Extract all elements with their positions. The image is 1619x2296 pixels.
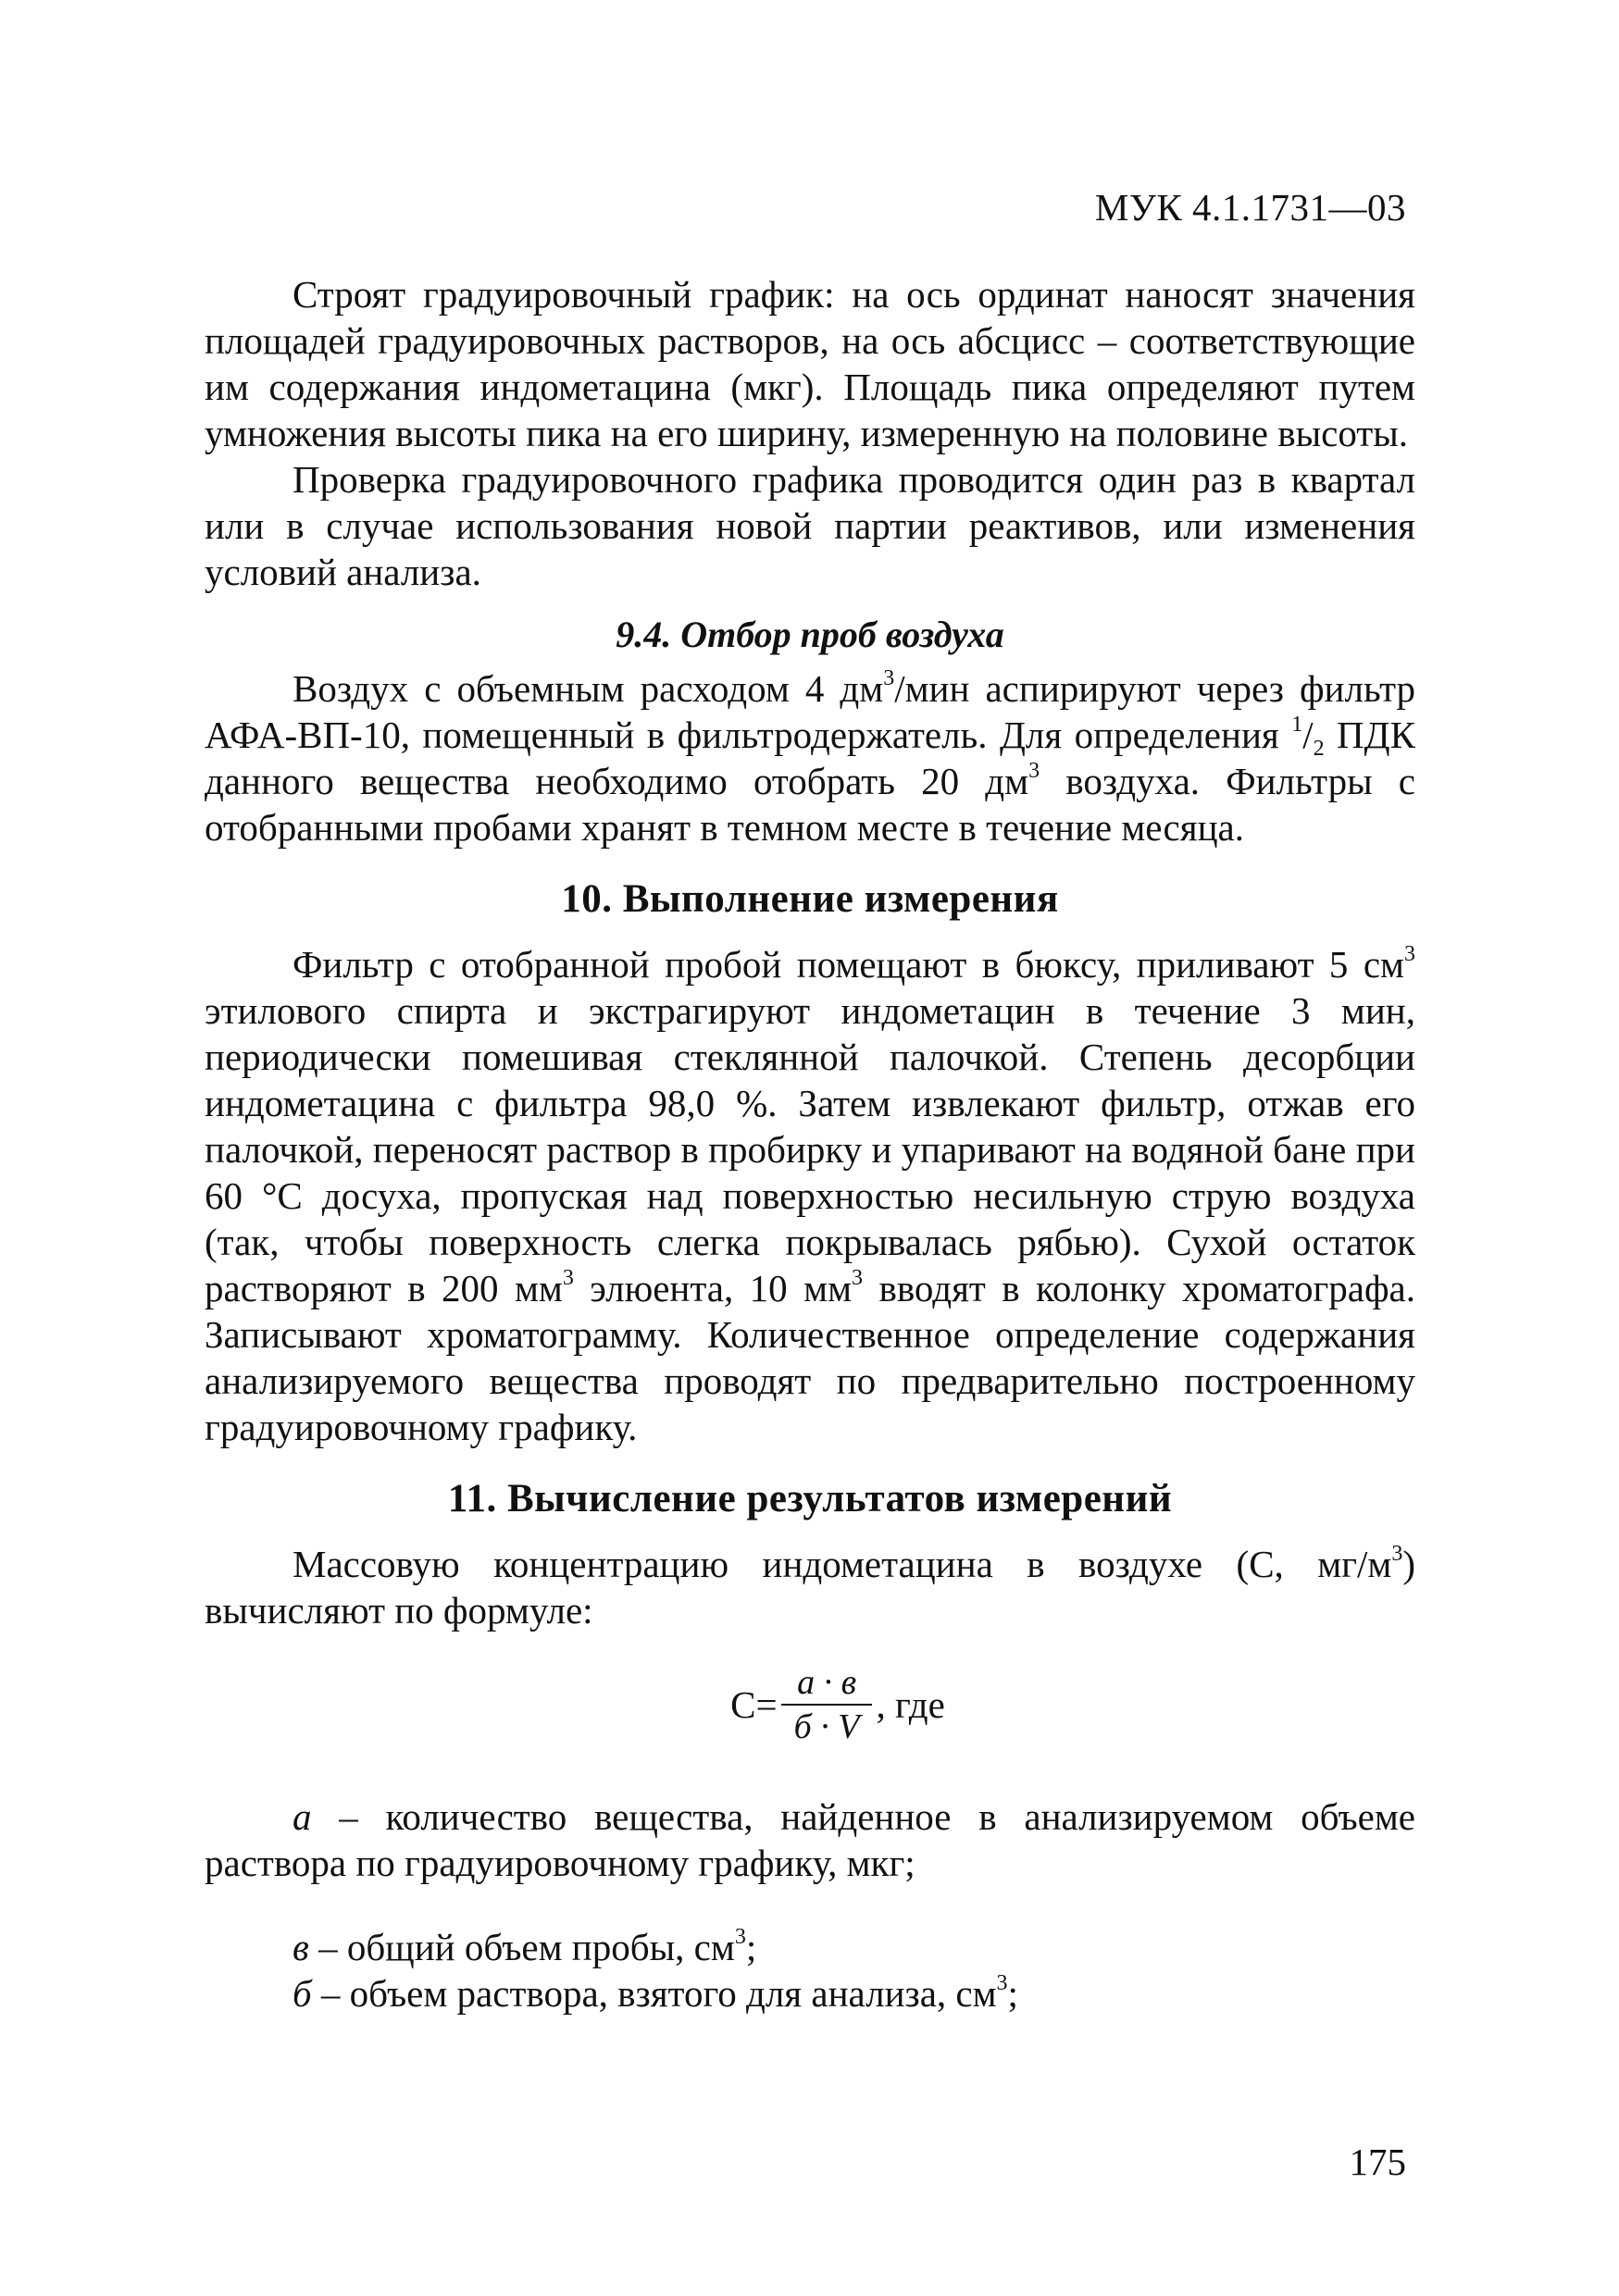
fraction-numerator: 1 [1291, 713, 1303, 737]
fraction-denominator: 2 [1313, 737, 1325, 761]
superscript: 3 [1404, 942, 1415, 966]
formula-lhs: С= [730, 1683, 778, 1726]
definition-v: в – общий объем пробы, $см^3$; [293, 1925, 757, 1968]
definition-a: а – количество вещества, найденное в анализируемом объеме раствора по градуировочному графику, мкг; [205, 1795, 1415, 1884]
page-content [205, 271, 1415, 2017]
superscript: 3 [562, 1266, 574, 1290]
formula-fraction [781, 1661, 873, 1748]
superscript: 3 [1028, 759, 1040, 783]
paragraph-measurement: Фильтр с отобранной пробой помещают в бюксу, приливают 5 $см^3$ этилового спирта и экстрагируют индометацин в течение 3 мин, периодически помешивая стеклянной палочкой. Степень десорбции индометацина с фильтра 98,0 %. Затем извлекают фильтр, отжав его палочкой, переносят раствор в пробирку и упаривают на водяной бане при 60 °С досуха, пропуская над поверхностью несильную струю воздуха (так, чтобы поверхность слегка покрывалась рябью). Сухой остаток растворяют в 200 $мм^3$ элюента, 10 $мм^3$ вводят в колонку хроматографа. Записывают хроматограмму. Количественное определение содержания анализируемого вещества проводят по предварительно построенному градуировочному графику. [205, 942, 1415, 1448]
page-number: 175 [1349, 2141, 1406, 2183]
formula-denominator: б · V [793, 1707, 860, 1746]
formula-numerator: а · в [797, 1663, 857, 1702]
superscript: 3 [852, 1266, 864, 1290]
section-9-4-title: 9.4. Отбор проб воздуха [616, 614, 1004, 655]
document-code-header: МУК 4.1.1731—03 [1094, 186, 1406, 229]
formula-suffix: , где [876, 1683, 945, 1726]
section-10-title: 10. Выполнение измерения [561, 877, 1059, 921]
definition-b: б – объем раствора, взятого для анализа, $см^3$; [293, 1971, 1018, 2015]
paragraph-calibration-graph: Строят градуировочный график: на ось ординат наносят значения площадей градуировочных растворов, на ось абсцисс – соответствующие им содержания индометацина (мкг). Площадь пика определяют путем умножения высоты пика на его ширину, измеренную на половине высоты. [205, 273, 1415, 454]
paragraph-concentration: Массовую концентрацию индометацина в воздухе (С, $мг/м^3$) вычисляют по формуле: [205, 1542, 1415, 1632]
concentration-formula [260, 1654, 1415, 1756]
superscript: 3 [1391, 1542, 1403, 1566]
paragraph-calibration-check: Проверка градуировочного графика проводится один раз в квартал или в случае использования новой партии реактивов, или изменения условий анализа. [205, 458, 1415, 593]
superscript: 3 [883, 666, 895, 690]
paragraph-air-sampling: Воздух с объемным расходом 4 $дм^3$/мин аспирируют через фильтр АФА-ВП-10, помещенный в фильтродержатель. Для определения $^1/_2$ ПДК данного вещества необходимо отобрать 20 $дм^3$ воздуха. Фильтры с отобранными пробами хранят в темном месте в течение месяца. [205, 666, 1416, 849]
section-11-title: 11. Вычисление результатов измерений [447, 1477, 1173, 1520]
